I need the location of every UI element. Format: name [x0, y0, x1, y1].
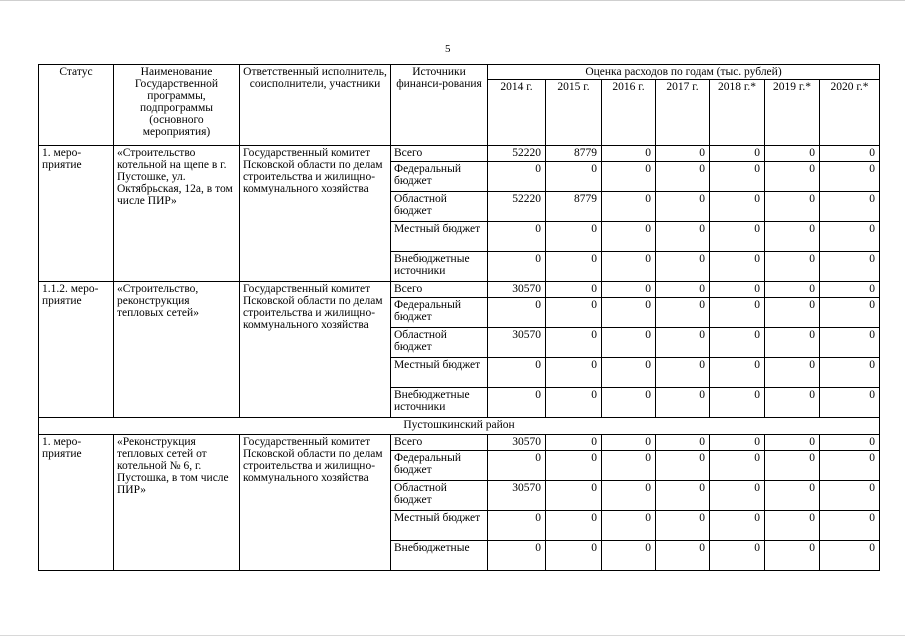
value-cell: 0 [710, 222, 765, 252]
value-cell: 0 [656, 481, 710, 511]
value-cell: 0 [765, 451, 820, 481]
value-cell: 0 [820, 388, 880, 418]
source-cell: Местный бюджет [391, 358, 488, 388]
value-cell: 0 [656, 511, 710, 541]
value-cell: 0 [820, 511, 880, 541]
table-row [39, 282, 880, 298]
value-cell: 0 [488, 451, 546, 481]
value-cell: 0 [602, 541, 656, 571]
value-cell: 0 [710, 358, 765, 388]
value-cell: 0 [820, 298, 880, 328]
source-cell: Всего [391, 282, 488, 298]
value-cell: 0 [656, 192, 710, 222]
header-sources: Источники финанси-рования [391, 65, 488, 146]
value-cell: 0 [820, 435, 880, 451]
executor-cell: Государственный комитет Псковской области по делам строительства и жилищно-коммунального хозяйства [240, 146, 391, 282]
value-cell: 0 [602, 282, 656, 298]
value-cell: 0 [710, 282, 765, 298]
status-cell: 1.1.2. меро-приятие [39, 282, 114, 418]
value-cell: 0 [602, 511, 656, 541]
value-cell: 0 [488, 511, 546, 541]
executor-cell: Государственный комитет Псковской области по делам строительства и жилищно-коммунального хозяйства [240, 435, 391, 571]
value-cell: 0 [820, 451, 880, 481]
value-cell: 0 [602, 252, 656, 282]
value-cell: 0 [602, 451, 656, 481]
source-cell: Местный бюджет [391, 222, 488, 252]
source-cell: Федеральный бюджет [391, 162, 488, 192]
value-cell: 0 [546, 451, 602, 481]
header-year: 2019 г.* [765, 80, 820, 146]
value-cell: 0 [602, 328, 656, 358]
value-cell: 0 [488, 541, 546, 571]
header-year: 2017 г. [656, 80, 710, 146]
value-cell: 0 [602, 192, 656, 222]
value-cell: 0 [488, 388, 546, 418]
value-cell: 0 [656, 388, 710, 418]
value-cell: 0 [546, 328, 602, 358]
value-cell: 0 [765, 481, 820, 511]
value-cell: 0 [488, 252, 546, 282]
value-cell: 0 [765, 282, 820, 298]
value-cell: 0 [488, 298, 546, 328]
value-cell: 0 [710, 511, 765, 541]
value-cell: 0 [488, 162, 546, 192]
source-cell: Областной бюджет [391, 192, 488, 222]
value-cell: 0 [546, 511, 602, 541]
source-cell: Федеральный бюджет [391, 451, 488, 481]
value-cell: 0 [710, 435, 765, 451]
value-cell: 0 [765, 162, 820, 192]
value-cell: 0 [710, 481, 765, 511]
value-cell: 0 [710, 192, 765, 222]
value-cell: 0 [656, 282, 710, 298]
section-title: Пустошкинский район [39, 418, 880, 435]
value-cell: 0 [765, 541, 820, 571]
value-cell: 0 [820, 162, 880, 192]
header-year: 2020 г.* [820, 80, 880, 146]
value-cell: 0 [546, 388, 602, 418]
value-cell: 0 [765, 192, 820, 222]
value-cell: 0 [765, 222, 820, 252]
value-cell: 0 [602, 435, 656, 451]
value-cell: 0 [656, 162, 710, 192]
header-costs: Оценка расходов по годам (тыс. рублей) [488, 65, 880, 80]
value-cell: 0 [765, 146, 820, 162]
value-cell: 0 [820, 192, 880, 222]
status-cell: 1. меро-приятие [39, 435, 114, 571]
header-executor: Ответственный исполнитель, соисполнители, участники [240, 65, 391, 146]
source-cell: Местный бюджет [391, 511, 488, 541]
value-cell: 0 [602, 162, 656, 192]
value-cell: 0 [820, 282, 880, 298]
header-year: 2014 г. [488, 80, 546, 146]
table-row [39, 146, 880, 162]
value-cell: 0 [656, 541, 710, 571]
value-cell: 0 [602, 358, 656, 388]
value-cell: 0 [488, 222, 546, 252]
value-cell: 0 [656, 328, 710, 358]
value-cell: 0 [710, 541, 765, 571]
source-cell: Областной бюджет [391, 481, 488, 511]
value-cell: 52220 [488, 146, 546, 162]
header-program-name: Наименование Государственной программы, подпрограммы (основного мероприятия) [114, 65, 240, 146]
value-cell: 0 [765, 298, 820, 328]
value-cell: 0 [656, 298, 710, 328]
value-cell: 0 [602, 388, 656, 418]
value-cell: 8779 [546, 146, 602, 162]
value-cell: 0 [546, 541, 602, 571]
page-number: 5 [445, 43, 451, 55]
header-status: Статус [39, 65, 114, 146]
value-cell: 52220 [488, 192, 546, 222]
header-year: 2018 г.* [710, 80, 765, 146]
value-cell: 0 [656, 451, 710, 481]
value-cell: 0 [710, 146, 765, 162]
value-cell: 0 [602, 298, 656, 328]
value-cell: 0 [656, 435, 710, 451]
value-cell: 0 [546, 222, 602, 252]
budget-table [38, 64, 880, 571]
value-cell: 0 [546, 282, 602, 298]
value-cell: 30570 [488, 328, 546, 358]
value-cell: 0 [710, 451, 765, 481]
table-row [39, 435, 880, 451]
program-name-cell: «Реконструкция тепловых сетей от котельной № 6, г. Пустошка, в том числе ПИР» [114, 435, 240, 571]
value-cell: 0 [765, 435, 820, 451]
value-cell: 0 [656, 358, 710, 388]
value-cell: 0 [710, 328, 765, 358]
value-cell: 0 [602, 222, 656, 252]
value-cell: 0 [765, 328, 820, 358]
program-name-cell: «Строительство, реконструкция тепловых сетей» [114, 282, 240, 418]
value-cell: 8779 [546, 192, 602, 222]
value-cell: 30570 [488, 282, 546, 298]
value-cell: 0 [710, 298, 765, 328]
source-cell: Внебюджетные источники [391, 388, 488, 418]
value-cell: 0 [820, 328, 880, 358]
value-cell: 0 [656, 222, 710, 252]
header-row-1 [39, 65, 880, 80]
header-year: 2016 г. [602, 80, 656, 146]
executor-cell: Государственный комитет Псковской области по делам строительства и жилищно-коммунального хозяйства [240, 282, 391, 418]
value-cell: 0 [820, 252, 880, 282]
scan-edge-top [0, 0, 905, 1]
value-cell: 0 [765, 511, 820, 541]
value-cell: 0 [546, 358, 602, 388]
value-cell: 0 [546, 162, 602, 192]
scan-edge-bottom [0, 635, 905, 636]
value-cell: 0 [820, 358, 880, 388]
value-cell: 0 [546, 481, 602, 511]
value-cell: 0 [546, 298, 602, 328]
status-cell: 1. меро-приятие [39, 146, 114, 282]
value-cell: 0 [820, 222, 880, 252]
value-cell: 30570 [488, 435, 546, 451]
source-cell: Внебюджетные источники [391, 252, 488, 282]
value-cell: 0 [710, 252, 765, 282]
value-cell: 0 [602, 481, 656, 511]
value-cell: 0 [820, 481, 880, 511]
value-cell: 0 [820, 146, 880, 162]
header-year: 2015 г. [546, 80, 602, 146]
value-cell: 0 [546, 435, 602, 451]
value-cell: 0 [656, 252, 710, 282]
source-cell: Областной бюджет [391, 328, 488, 358]
value-cell: 0 [765, 358, 820, 388]
source-cell: Федеральный бюджет [391, 298, 488, 328]
section-row [39, 418, 880, 435]
value-cell: 0 [546, 252, 602, 282]
value-cell: 0 [710, 388, 765, 418]
value-cell: 0 [488, 358, 546, 388]
source-cell: Всего [391, 435, 488, 451]
source-cell: Всего [391, 146, 488, 162]
source-cell: Внебюджетные [391, 541, 488, 571]
value-cell: 0 [602, 146, 656, 162]
table-body [39, 65, 880, 571]
value-cell: 0 [765, 388, 820, 418]
value-cell: 0 [765, 252, 820, 282]
program-name-cell: «Строительство котельной на щепе в г. Пустошке, ул. Октябрьская, 12а, в том числе ПИР» [114, 146, 240, 282]
value-cell: 0 [820, 541, 880, 571]
value-cell: 0 [656, 146, 710, 162]
value-cell: 30570 [488, 481, 546, 511]
value-cell: 0 [710, 162, 765, 192]
